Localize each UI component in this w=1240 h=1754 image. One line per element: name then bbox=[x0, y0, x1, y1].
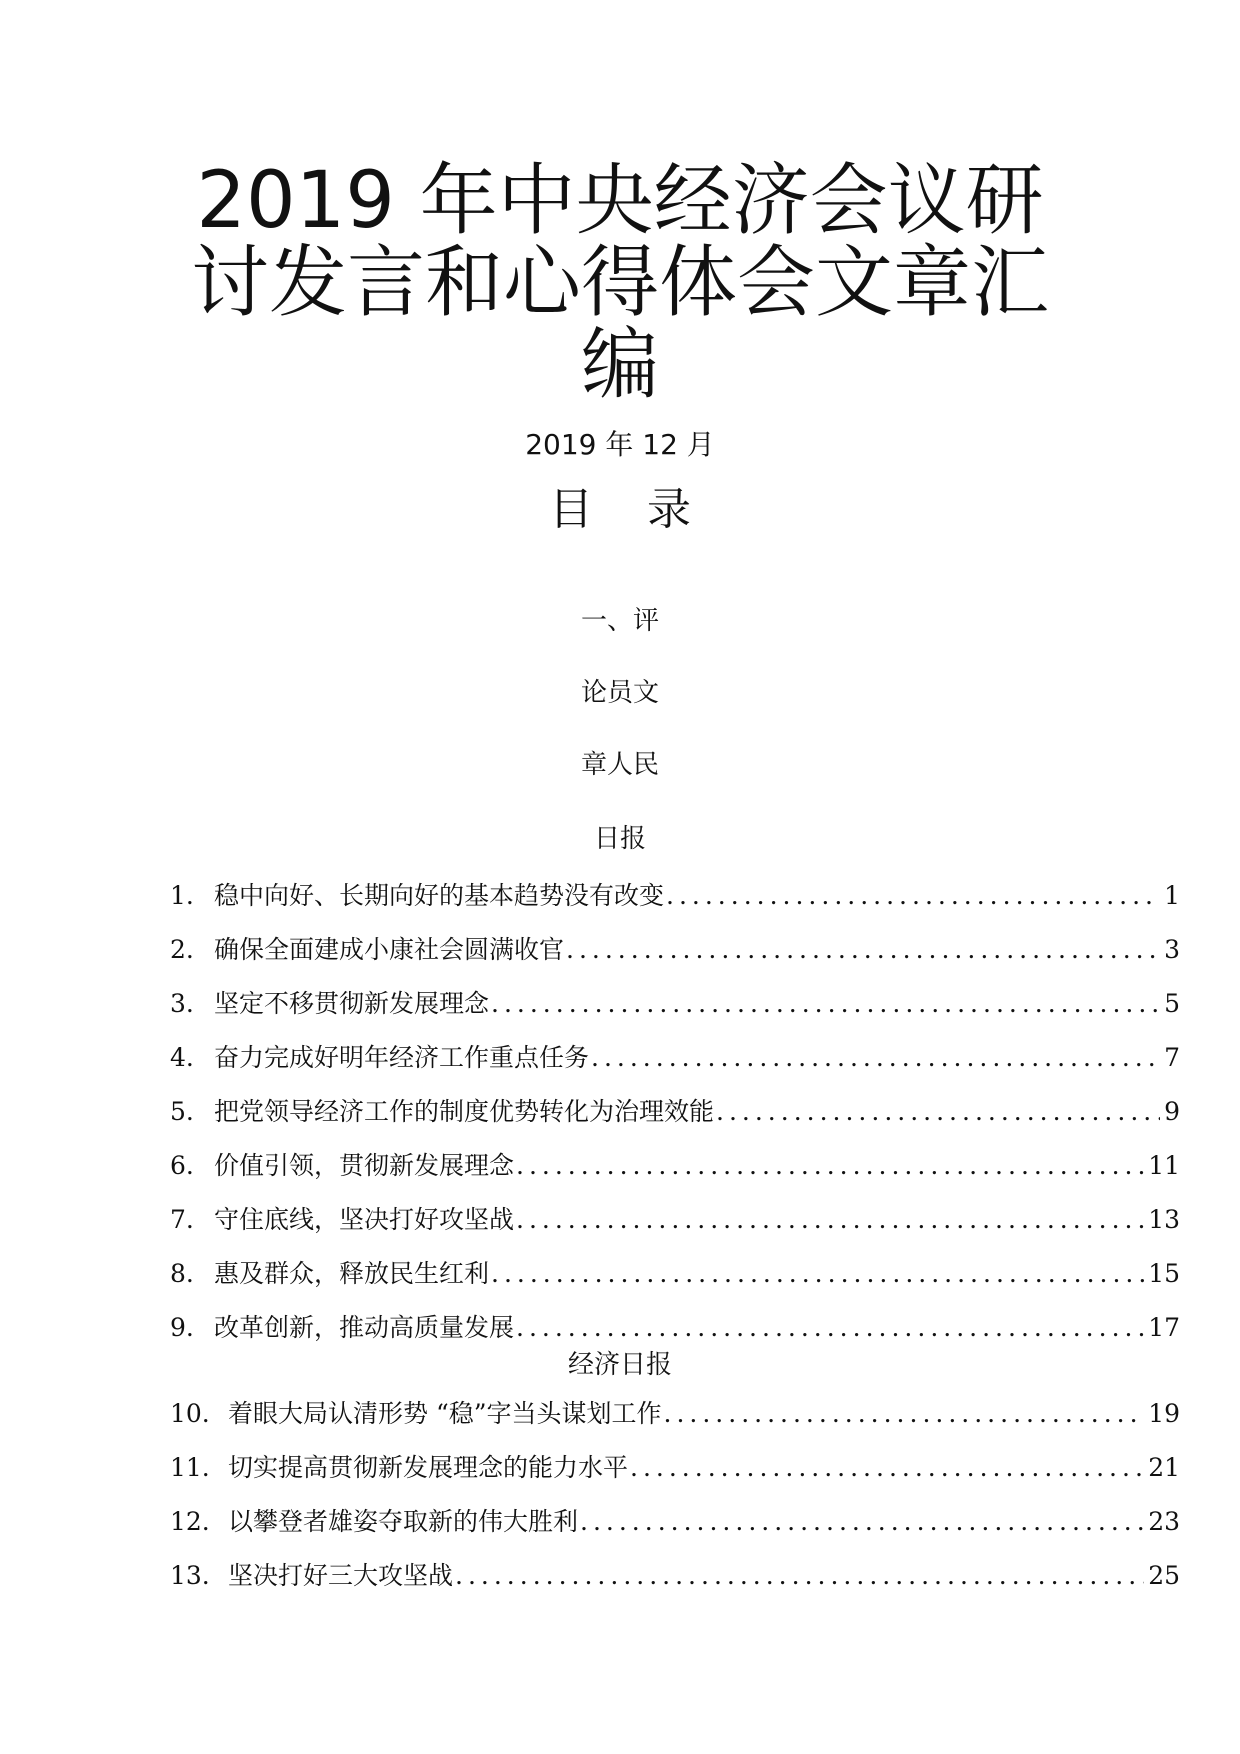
toc-page-number: 9 bbox=[1164, 1097, 1180, 1126]
toc-dot-leader bbox=[716, 1092, 1160, 1132]
toc-entry-7[interactable] bbox=[170, 1200, 1180, 1240]
toc-page-number: 23 bbox=[1148, 1507, 1180, 1536]
toc-dot-leader bbox=[591, 1038, 1160, 1078]
document-title bbox=[180, 156, 1060, 410]
toc-entry-12[interactable] bbox=[170, 1502, 1180, 1542]
toc-dot-leader bbox=[516, 1308, 1144, 1348]
toc-number: 11. bbox=[170, 1453, 210, 1482]
toc-heading: 目 录 bbox=[549, 484, 711, 535]
toc-dot-leader bbox=[491, 1254, 1144, 1294]
toc-entry-13[interactable] bbox=[170, 1556, 1180, 1596]
toc-dot-leader bbox=[516, 1146, 1144, 1186]
toc-dot-leader bbox=[580, 1502, 1144, 1542]
toc-dot-leader bbox=[516, 1200, 1144, 1240]
toc-dot-leader bbox=[630, 1448, 1144, 1488]
toc-dot-leader bbox=[455, 1556, 1144, 1596]
toc-page-number: 5 bbox=[1164, 989, 1180, 1018]
toc-title: 切实提高贯彻新发展理念的能力水平 bbox=[228, 1453, 629, 1482]
section-label-5: 经济日报 bbox=[567, 1350, 672, 1380]
toc-page-number: 3 bbox=[1164, 935, 1180, 964]
toc-title: 稳中向好、长期向好的基本趋势没有改变 bbox=[214, 881, 665, 910]
document-date: 2019 年 12 月 bbox=[525, 428, 715, 461]
section-label-1: 一、评 bbox=[580, 606, 659, 636]
toc-entry-8[interactable] bbox=[170, 1254, 1180, 1294]
title-line-2: 讨发言和心得体会文章汇 bbox=[190, 238, 1049, 328]
section-label-4: 日报 bbox=[593, 824, 646, 854]
toc-page-number: 25 bbox=[1148, 1561, 1180, 1590]
toc-number: 7. bbox=[170, 1205, 194, 1234]
toc-entry-5[interactable] bbox=[170, 1092, 1180, 1132]
toc-page-number: 21 bbox=[1148, 1453, 1180, 1482]
toc-entry-4[interactable] bbox=[170, 1038, 1180, 1078]
toc-page-number: 11 bbox=[1148, 1151, 1180, 1180]
section-label-2: 论员文 bbox=[580, 678, 659, 708]
toc-number: 9. bbox=[170, 1313, 194, 1342]
toc-number: 12. bbox=[170, 1507, 210, 1536]
toc-page-number: 13 bbox=[1148, 1205, 1180, 1234]
toc-title: 守住底线，坚决打好攻坚战 bbox=[214, 1205, 515, 1234]
toc-dot-leader bbox=[666, 876, 1160, 916]
toc-title: 坚决打好三大攻坚战 bbox=[228, 1561, 454, 1590]
title-line-3: 编 bbox=[580, 320, 659, 410]
toc-number: 1. bbox=[170, 881, 194, 910]
toc-number: 8. bbox=[170, 1259, 194, 1288]
toc-page-number: 17 bbox=[1148, 1313, 1180, 1342]
toc-title: 确保全面建成小康社会圆满收官 bbox=[214, 935, 565, 964]
toc-title: 着眼大局认清形势 “稳”字当头谋划工作 bbox=[228, 1399, 662, 1428]
toc-entry-10[interactable] bbox=[170, 1394, 1180, 1434]
toc-page-number: 15 bbox=[1148, 1259, 1180, 1288]
toc-number: 2. bbox=[170, 935, 194, 964]
toc-entry-9[interactable] bbox=[170, 1308, 1180, 1348]
toc-entry-6[interactable] bbox=[170, 1146, 1180, 1186]
toc-dot-leader bbox=[664, 1394, 1145, 1434]
toc-entry-11[interactable] bbox=[170, 1448, 1180, 1488]
toc-number: 13. bbox=[170, 1561, 210, 1590]
title-line-1: 2019 年中央经济会议研 bbox=[196, 156, 1044, 246]
toc-number: 5. bbox=[170, 1097, 194, 1126]
toc-page-number: 19 bbox=[1148, 1399, 1180, 1428]
toc-dot-leader bbox=[491, 984, 1160, 1024]
toc-entry-1[interactable] bbox=[170, 876, 1180, 916]
toc-entry-3[interactable] bbox=[170, 984, 1180, 1024]
toc-number: 10. bbox=[170, 1399, 210, 1428]
toc-number: 4. bbox=[170, 1043, 194, 1072]
toc-title: 以攀登者雄姿夺取新的伟大胜利 bbox=[228, 1507, 579, 1536]
toc-title: 价值引领，贯彻新发展理念 bbox=[214, 1151, 515, 1180]
toc-number: 3. bbox=[170, 989, 194, 1018]
toc-entry-2[interactable] bbox=[170, 930, 1180, 970]
toc-title: 改革创新，推动高质量发展 bbox=[214, 1313, 515, 1342]
toc-page-number: 1 bbox=[1164, 881, 1180, 910]
toc-title: 惠及群众，释放民生红利 bbox=[214, 1259, 490, 1288]
toc-page-number: 7 bbox=[1164, 1043, 1180, 1072]
toc-title: 坚定不移贯彻新发展理念 bbox=[214, 989, 490, 1018]
toc-title: 把党领导经济工作的制度优势转化为治理效能 bbox=[214, 1097, 715, 1126]
toc-number: 6. bbox=[170, 1151, 194, 1180]
toc-title: 奋力完成好明年经济工作重点任务 bbox=[214, 1043, 590, 1072]
section-label-3: 章人民 bbox=[580, 750, 659, 780]
toc-dot-leader bbox=[566, 930, 1160, 970]
